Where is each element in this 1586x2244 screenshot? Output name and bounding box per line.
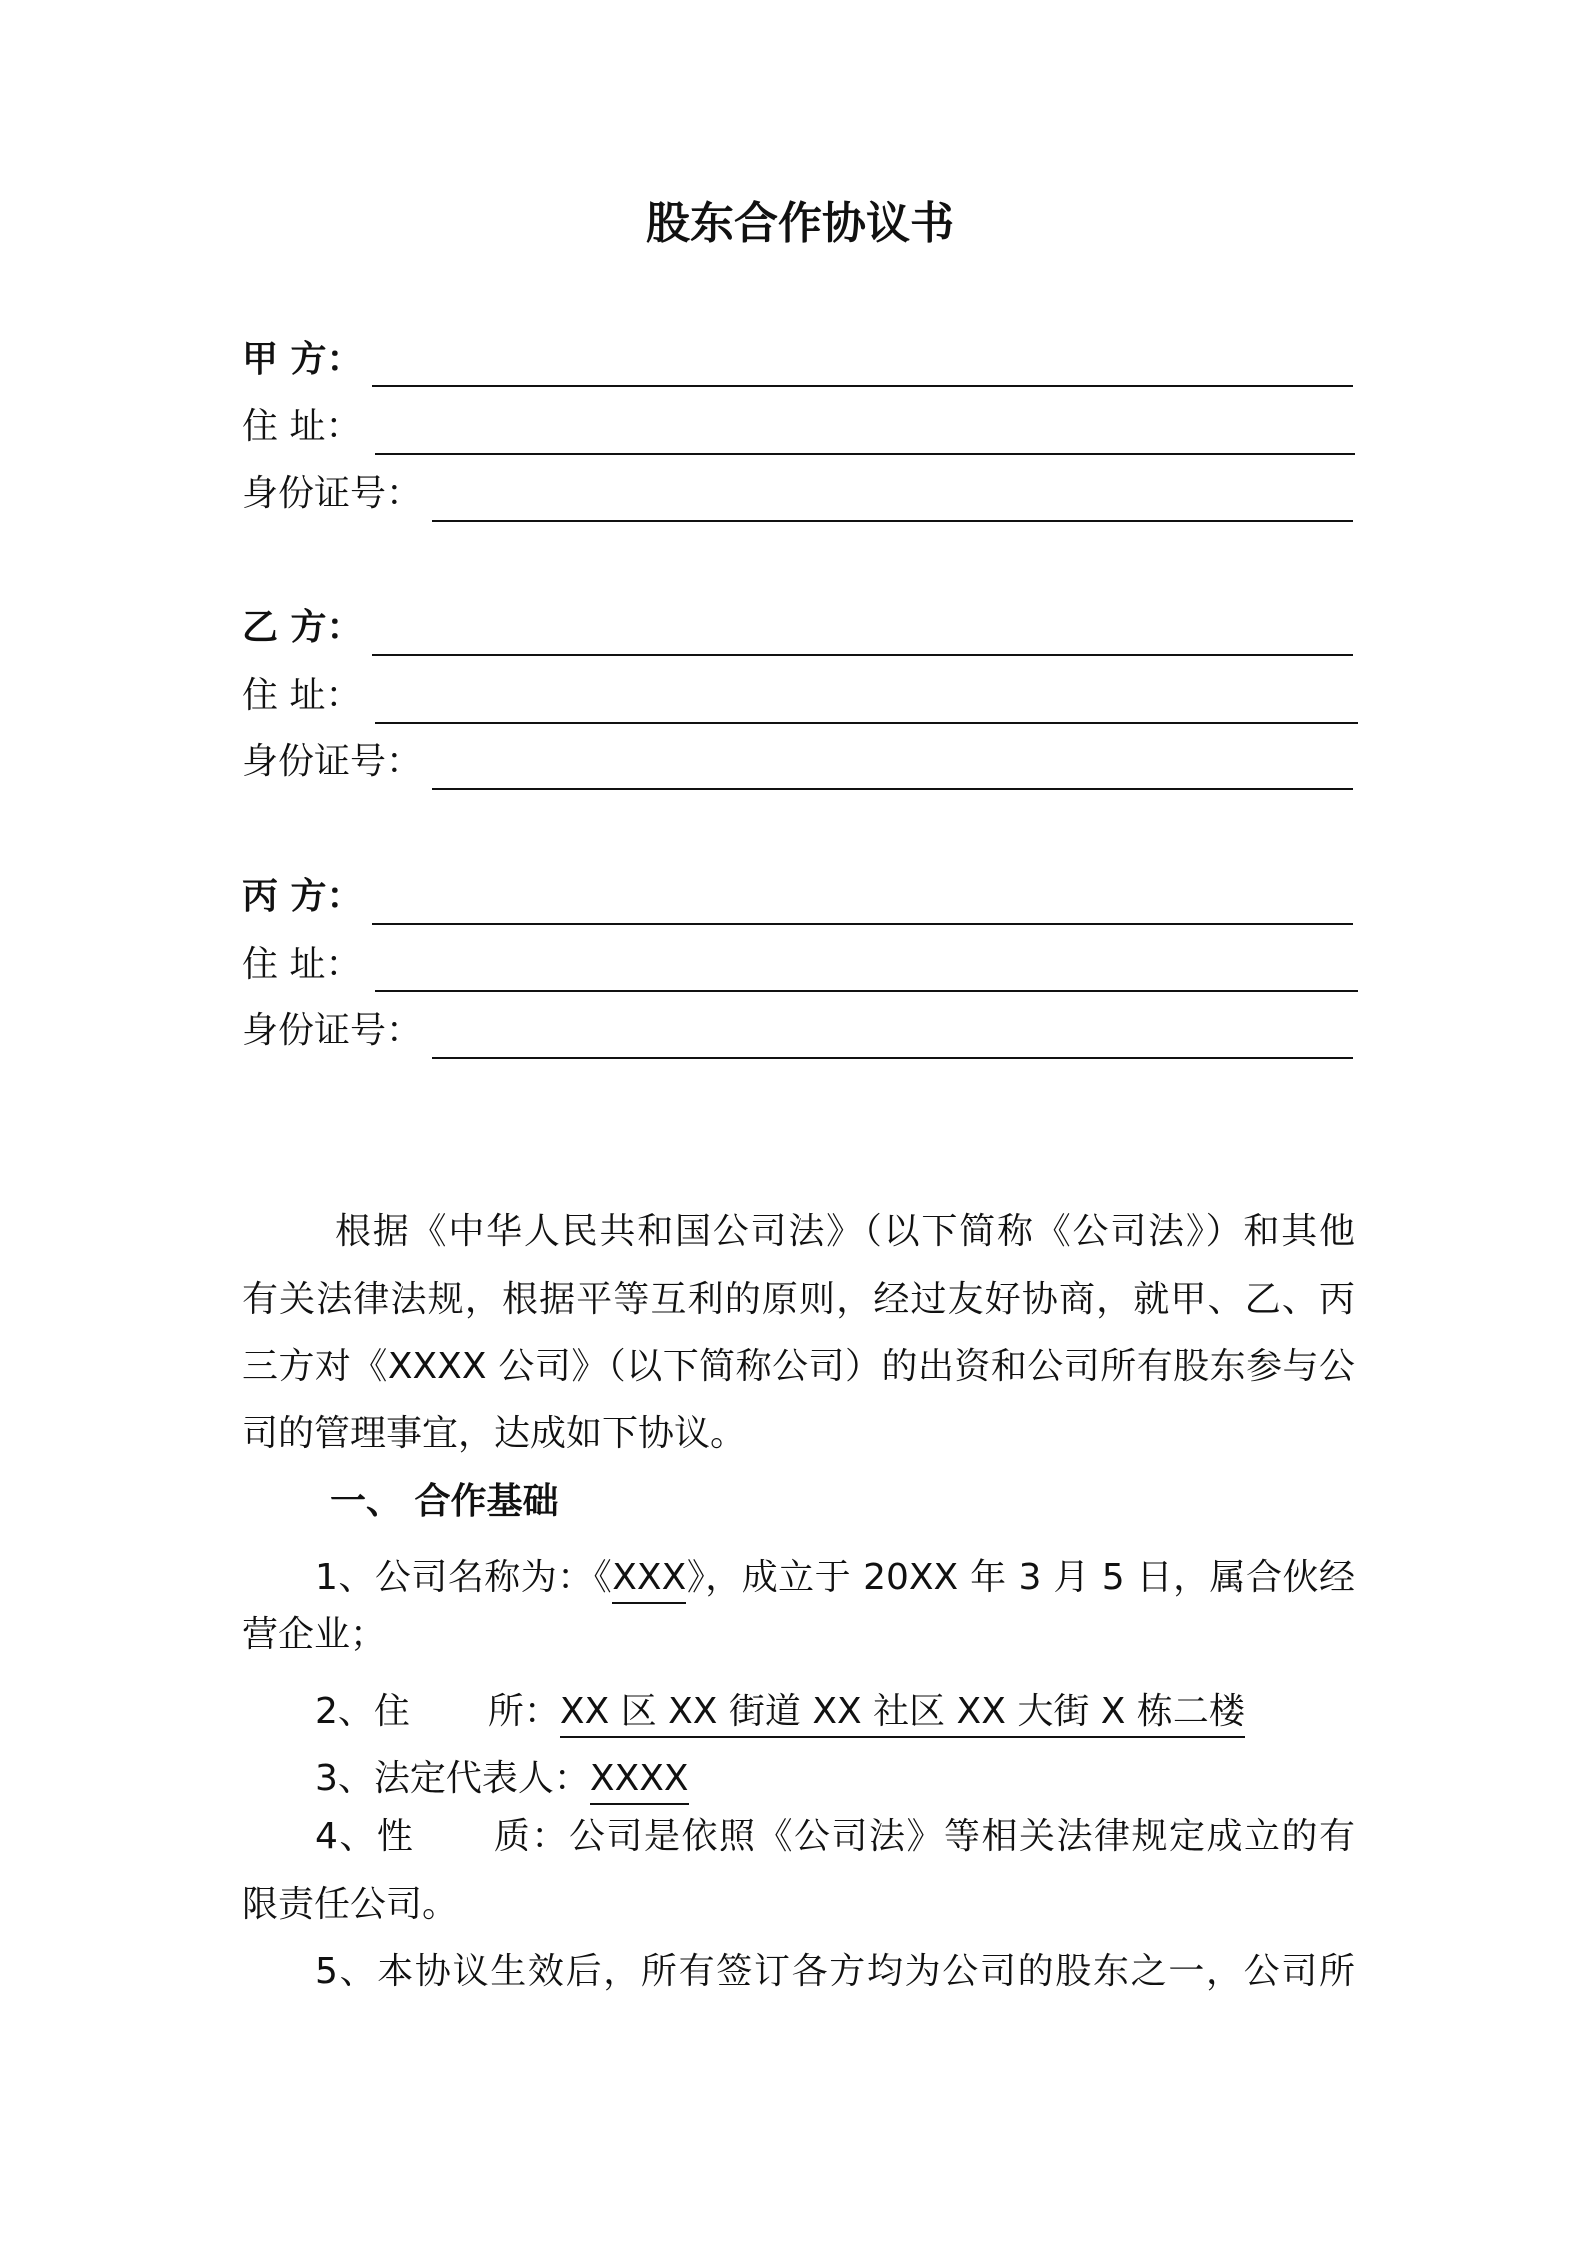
item-1-suffix: 》，成立于 20XX 年 3 月 5 日，属合伙经 [686,1557,1356,1598]
item-3 [315,1757,689,1801]
party-b-id-blank[interactable] [432,788,1353,790]
item-1-prefix: 1、公司名称为：《 [315,1557,613,1598]
item-4-prefix: 4、性 [315,1816,415,1857]
section-heading: 一、 合作基础 [330,1481,559,1522]
party-a-address-blank[interactable] [375,453,1355,455]
item-4-text: 公司是依照《公司法》等相关法律规定成立的有 [568,1816,1355,1857]
item-4-label-end: 质： [492,1816,569,1857]
preamble-line-1: 根据《中华人民共和国公司法》（以下简称《公司法》）和其他 [335,1211,1355,1252]
party-c-id-blank[interactable] [432,1057,1353,1059]
item-1-cont: 营企业； [242,1614,387,1655]
party-a-id-label: 身份证号： [242,473,423,514]
party-c-blank[interactable] [372,923,1353,925]
item-3-prefix: 3、法定代表人： [315,1758,590,1799]
party-b-address-blank[interactable] [375,722,1358,724]
item-2-label-end: 所： [487,1691,560,1732]
document-title: 股东合作协议书 [646,198,954,249]
party-c-address-blank[interactable] [375,990,1358,992]
item-5: 5、本协议生效后，所有签订各方均为公司的股东之一，公司所 [315,1951,1355,1992]
preamble-line-2: 有关法律法规，根据平等互利的原则，经过友好协商，就甲、乙、丙 [242,1279,1355,1320]
party-b-id-label: 身份证号： [242,741,423,782]
company-address: XX 区 XX 街道 XX 社区 XX 大街 X 栋二楼 [560,1691,1245,1738]
item-2-prefix: 2、住 [315,1691,410,1732]
party-a-label: 甲 方： [242,339,363,380]
party-a-address-label: 住 址： [242,406,362,447]
party-c-id-label: 身份证号： [242,1010,423,1051]
item-2 [315,1690,1245,1734]
party-a-id-blank[interactable] [432,520,1353,522]
party-b-blank[interactable] [372,654,1353,656]
party-a-blank[interactable] [372,385,1353,387]
preamble-line-4: 司的管理事宜，达成如下协议。 [242,1413,747,1454]
party-c-address-label: 住 址： [242,944,362,985]
legal-representative: XXXX [590,1758,689,1805]
item-4 [315,1815,1355,1859]
item-1 [315,1556,1355,1600]
party-b-address-label: 住 址： [242,675,362,716]
party-b-label: 乙 方： [242,607,363,648]
company-name: XXX [612,1557,686,1604]
preamble-line-3: 三方对《XXXX 公司》（以下简称公司）的出资和公司所有股东参与公 [242,1346,1355,1387]
party-c-label: 丙 方： [242,876,363,917]
item-4-cont: 限责任公司。 [242,1884,459,1925]
